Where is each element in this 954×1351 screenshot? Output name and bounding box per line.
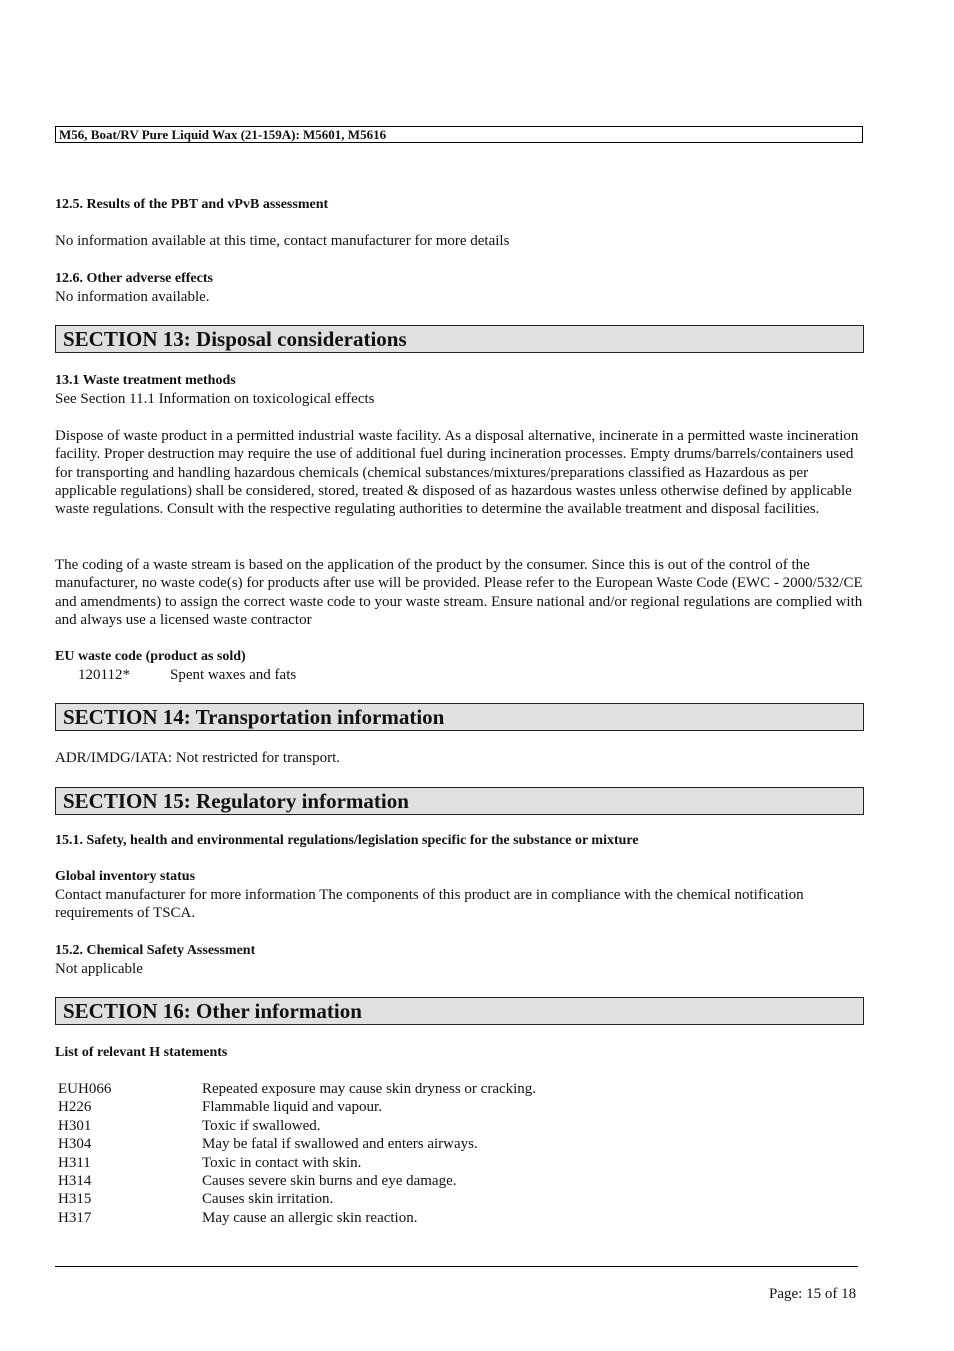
- list-item: [58, 1209, 536, 1227]
- eu-waste-code-heading: EU waste code (product as sold): [55, 649, 246, 664]
- h-text: Repeated exposure may cause skin dryness or cracking.: [202, 1081, 537, 1097]
- h-text: Toxic in contact with skin.: [202, 1154, 362, 1171]
- h-text: Flammable liquid and vapour.: [202, 1099, 382, 1116]
- section-14-title: SECTION 14: Transportation information: [55, 703, 864, 731]
- heading-15-1: 15.1. Safety, health and environmental regulations/legislation specific for the substance or mixture: [55, 833, 639, 848]
- section-13-title: SECTION 13: Disposal considerations: [55, 325, 864, 353]
- h-statements-heading: List of relevant H statements: [55, 1045, 228, 1060]
- list-item: [58, 1190, 536, 1208]
- waste-coding-paragraph: The coding of a waste stream is based on the application of the product by the consumer. Since this is out of the control of the manufacturer, no waste code(s) for products after use will be provided. Please refer to the European Waste Code (EWC - 2000/532/CE and amendments) to assign the correct waste code to your waste stream. Ensure national and/or regional regulations are complied with and always use a licensed waste contractor: [55, 557, 863, 628]
- heading-15-2: 15.2. Chemical Safety Assessment: [55, 943, 256, 958]
- eu-waste-code-row: [78, 666, 296, 684]
- text-12-5: No information available at this time, contact manufacturer for more details: [55, 233, 510, 249]
- text-13-1: See Section 11.1 Information on toxicological effects: [55, 391, 375, 407]
- h-code: H304: [58, 1136, 92, 1153]
- disposal-paragraph: Dispose of waste product in a permitted industrial waste facility. As a disposal alternative, incinerate in a permitted waste incineration facility. Proper destruction may require the use of additional fuel during incineration processes. Empty drums/barrels/containers used for transporting and handling hazardous chemicals (chemical substances/mixtures/preparations classified as Hazardous as per applicable regulations) shall be considered, stored, treated & disposed of as hazardous wastes unless otherwise defined by applicable waste regulations. Consult with the respective regulating authorities to determine the available treatment and disposal facilities.: [55, 428, 859, 518]
- transport-text: ADR/IMDG/IATA: Not restricted for transport.: [55, 750, 340, 766]
- h-text: Causes skin irritation.: [202, 1191, 334, 1208]
- heading-12-6: 12.6. Other adverse effects: [55, 271, 213, 286]
- h-code: EUH066: [58, 1081, 112, 1097]
- heading-12-5: 12.5. Results of the PBT and vPvB assessment: [55, 197, 329, 212]
- h-text: Toxic if swallowed.: [202, 1117, 321, 1134]
- inventory-heading: Global inventory status: [55, 869, 196, 884]
- h-code: H315: [58, 1191, 92, 1208]
- eu-waste-code: 120112*: [78, 667, 130, 683]
- list-item: [58, 1154, 536, 1172]
- text-15-2: Not applicable: [55, 961, 143, 977]
- h-code: H301: [58, 1117, 92, 1134]
- list-item: [58, 1172, 536, 1190]
- list-item: [58, 1135, 536, 1153]
- h-text: May cause an allergic skin reaction.: [202, 1209, 418, 1226]
- h-code: H226: [58, 1099, 92, 1116]
- h-code: H314: [58, 1173, 92, 1190]
- section-16-title: SECTION 16: Other information: [55, 997, 864, 1025]
- section-15-title: SECTION 15: Regulatory information: [55, 787, 864, 815]
- list-item: [58, 1117, 536, 1135]
- page-number: Page: 15 of 18: [769, 1286, 857, 1302]
- eu-waste-description: Spent waxes and fats: [170, 667, 297, 683]
- text-12-6: No information available.: [55, 289, 210, 305]
- heading-13-1: 13.1 Waste treatment methods: [55, 373, 236, 388]
- h-code: H311: [58, 1154, 91, 1171]
- product-header: M56, Boat/RV Pure Liquid Wax (21-159A): M5601, M5616: [55, 126, 863, 143]
- footer-divider: [55, 1266, 858, 1267]
- h-text: Causes severe skin burns and eye damage.: [202, 1173, 457, 1190]
- h-statements-list: [58, 1080, 536, 1227]
- inventory-text: Contact manufacturer for more information The components of this product are in compliance with the chemical notification requirements of TSCA.: [55, 887, 804, 922]
- h-code: H317: [58, 1209, 92, 1226]
- h-text: May be fatal if swallowed and enters airways.: [202, 1136, 478, 1153]
- list-item: [58, 1098, 536, 1116]
- list-item: [58, 1080, 536, 1098]
